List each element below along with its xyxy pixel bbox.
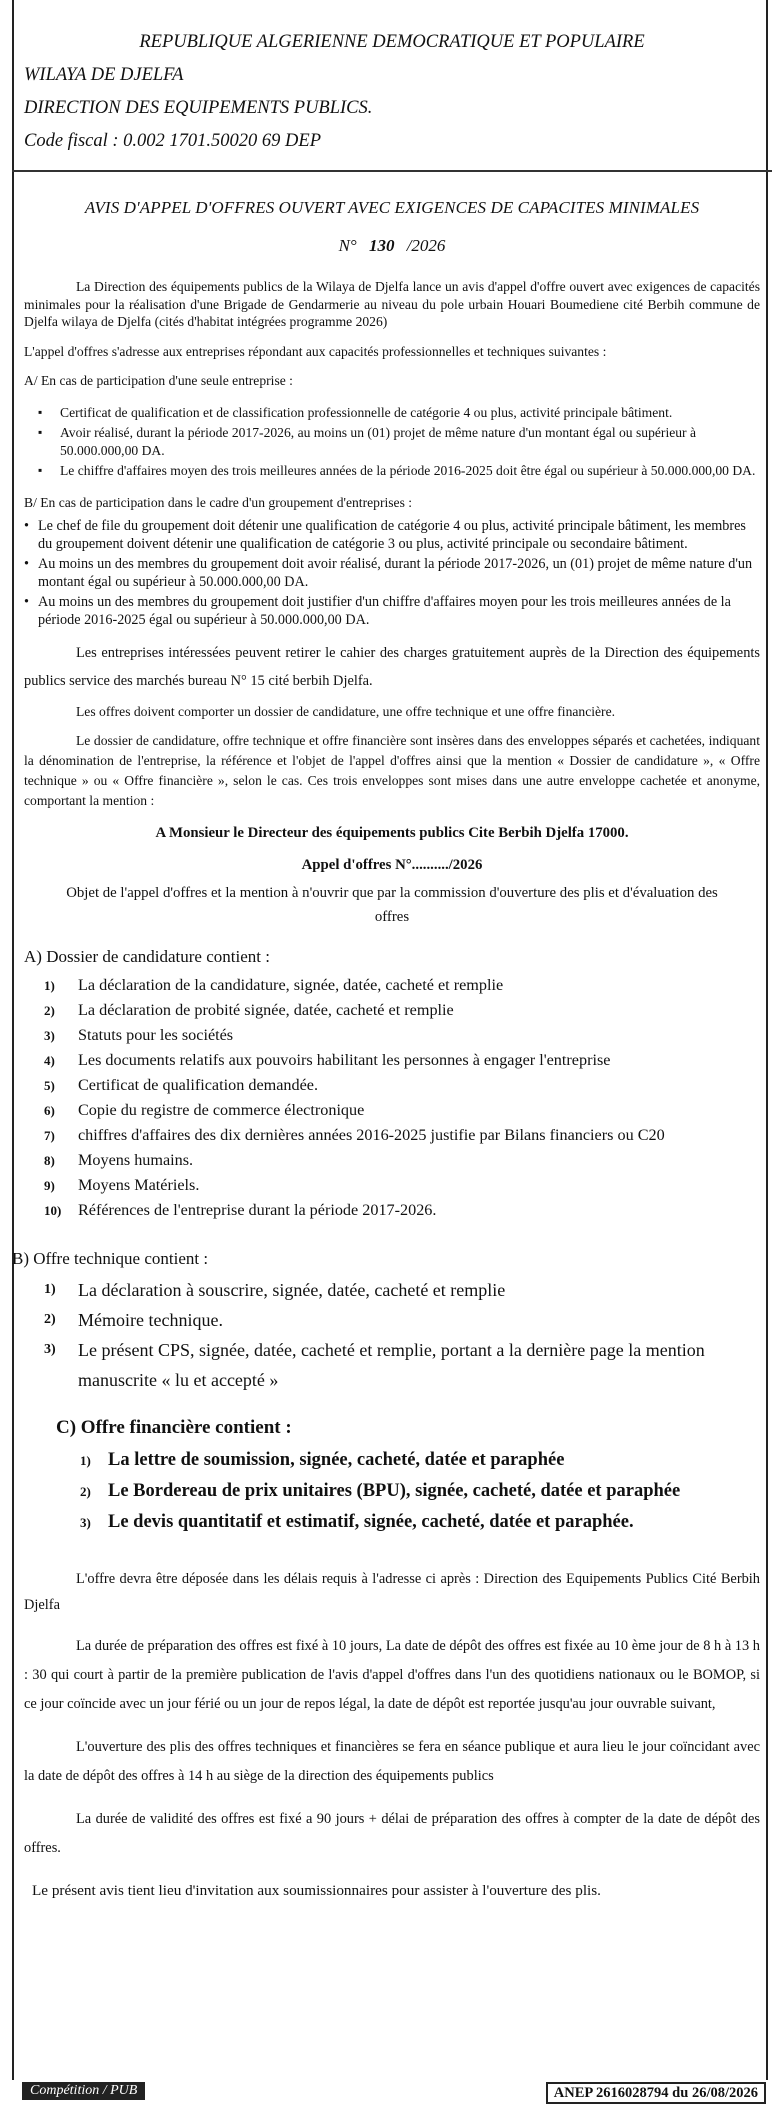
number-suffix: /2026 xyxy=(406,236,446,255)
objet-mention: Objet de l'appel d'offres et la mention à n'ouvrir que par la commission d'ouverture des plis et d'évaluation des offres xyxy=(66,884,718,925)
validite-paragraph: La durée de validité des offres est fixé a 90 jours + délai de préparation des offres à compter de la date de dépôt des offres. xyxy=(24,1810,760,1856)
offres-paragraph: Les offres doivent comporter un dossier de candidature, une offre technique et une offre financière. xyxy=(76,704,616,719)
footer-bar xyxy=(12,2080,768,2102)
list-item: 2) Le Bordereau de prix unitaires (BPU), signée, cacheté, datée et paraphée xyxy=(80,1480,681,1501)
notice-title: AVIS D'APPEL D'OFFRES OUVERT AVEC EXIGENCES DE CAPACITES MINIMALES xyxy=(84,198,700,217)
anep-reference: ANEP 2616028794 du 26/08/2026 xyxy=(546,2082,766,2104)
list-item: • Au moins un des membres du groupement doit justifier d'un chiffre d'affaires moyen pour les trois meilleures années de la période 2016-2025 égal ou supérieur à 50.000.000,00 DA. xyxy=(38,593,760,629)
case-b-heading: B/ En cas de participation dans le cadre d'un groupement d'entreprises : xyxy=(24,494,413,510)
list-item: 1) La déclaration à souscrire, signée, datée, cacheté et remplie xyxy=(44,1279,506,1300)
invitation-paragraph: Le présent avis tient lieu d'invitation aux soumissionnaires pour assister à l'ouverture des plis. xyxy=(32,1881,601,1899)
list-item: 2) La déclaration de probité signée, datée, cacheté et remplie xyxy=(44,1000,454,1019)
list-item: ▪ Avoir réalisé, durant la période 2017-2026, au moins un (01) projet de même nature d'un montant égal ou supérieur à 50.000.000,00 DA. xyxy=(60,424,760,459)
list-item: 8) Moyens humains. xyxy=(44,1150,194,1169)
ouverture-paragraph: L'ouverture des plis des offres techniques et financières se fera en séance publique et aura lieu le jour coïncidant avec la date de dépôt des offres à 14 h au siège de la direction des équipements publics xyxy=(24,1738,760,1784)
list-item: 7) chiffres d'affaires des dix dernières années 2016-2025 justifie par Bilans financiers ou C20 xyxy=(44,1125,665,1144)
republic-heading: REPUBLIQUE ALGERIENNE DEMOCRATIQUE ET POPULAIRE xyxy=(139,32,645,52)
section-b-list xyxy=(24,1275,760,1395)
list-item: 3) Statuts pour les sociétés xyxy=(44,1025,234,1044)
enveloppes-paragraph: Le dossier de candidature, offre technique et offre financière sont insères dans des enveloppes séparés et cachetées, indiquant la dénomination de l'entreprise, la référence et l'objet de l'appel d'offres ainsi que la mention « Dossier de candidature », « Offre technique » ou « Offre financière », selon le cas. Ces trois enveloppes sont mises dans une autre enveloppe cachetée et anonyme, comportant la mention : xyxy=(24,732,760,808)
section-c-list xyxy=(24,1445,760,1538)
case-b-list xyxy=(24,517,760,629)
number-value: 130 xyxy=(368,236,395,255)
list-item: 1) La lettre de soumission, signée, cacheté, datée et paraphée xyxy=(80,1449,565,1470)
code-fiscal: Code fiscal : 0.002 1701.50020 69 DEP xyxy=(24,131,322,151)
case-a-list xyxy=(24,404,760,480)
list-item: ▪ Certificat de qualification et de classification professionnelle de catégorie 4 ou plus, activité principale bâtiment. xyxy=(60,404,760,422)
list-item: 9) Moyens Matériels. xyxy=(44,1175,200,1194)
list-item: 2) Mémoire technique. xyxy=(44,1309,223,1330)
list-item: 4) Les documents relatifs aux pouvoirs habilitant les personnes à engager l'entreprise xyxy=(44,1050,611,1069)
section-c-heading: C) Offre financière contient : xyxy=(56,1416,292,1438)
notice-number xyxy=(24,236,760,256)
list-item: ▪ Le chiffre d'affaires moyen des trois meilleures années de la période 2016-2025 doit être égal ou supérieur à 50.000.000,00 DA. xyxy=(60,462,760,480)
section-b-heading: B) Offre technique contient : xyxy=(12,1248,209,1268)
number-prefix: N° xyxy=(338,236,357,255)
intro-paragraph: La Direction des équipements publics de la Wilaya de Djelfa lance un avis d'appel d'offre ouvert avec exigences de capacités minimales pour la réalisation d'une Brigade de Gendarmerie au niveau du pole urbain Houari Boumediene cité Berbih commune de Djelfa wilaya de Djelfa (cités d'habitat intégrées programme 2026) xyxy=(24,279,760,329)
notice-body xyxy=(12,26,760,1903)
direction-heading: DIRECTION DES EQUIPEMENTS PUBLICS. xyxy=(24,98,373,118)
list-item: 6) Copie du registre de commerce électronique xyxy=(44,1100,365,1119)
list-item: 5) Certificat de qualification demandée. xyxy=(44,1075,319,1094)
list-item: • Au moins un des membres du groupement doit avoir réalisé, durant la période 2017-2026, un (01) projet de même nature d'un montant égal ou supérieur à 50.000.000,00 DA. xyxy=(38,555,760,591)
case-a-heading: A/ En cas de participation d'une seule entreprise : xyxy=(24,373,293,388)
retrait-paragraph: Les entreprises intéressées peuvent retirer le cahier des charges gratuitement auprès de la Direction des équipements publics service des marchés bureau N° 15 cité berbih Djelfa. xyxy=(24,645,760,689)
appel-mention: Appel d'offres N°........../2026 xyxy=(301,856,483,873)
duree-paragraph: La durée de préparation des offres est fixé à 10 jours, La date de dépôt des offres est fixée au 10 ème jour de 8 h à 13 h : 30 qui court à partir de la première publication de l'avis d'appel d'offres dans l'un des quotidiens nationaux ou le BOMOP, si ce jour coïncide avec un jour férié ou un jour de repos légal, la date de dépôt est reportée jusqu'au jour ouvrable suivant, xyxy=(24,1637,760,1712)
list-item: 3) Le présent CPS, signée, datée, cacheté et remplie, portant a la dernière page la mention manuscrite « lu et accepté » xyxy=(44,1339,705,1390)
competition-tag: Compétition / PUB xyxy=(22,2082,145,2100)
wilaya-heading: WILAYA DE DJELFA xyxy=(24,65,184,85)
section-a-heading: A) Dossier de candidature contient : xyxy=(24,946,270,966)
list-item: 10) Références de l'entreprise durant la période 2017-2026. xyxy=(44,1200,437,1219)
list-item: 3) Le devis quantitatif et estimatif, signée, cacheté, datée et paraphée. xyxy=(80,1511,634,1532)
depot-paragraph: L'offre devra être déposée dans les délais requis à l'adresse ci après : Direction des Equipements Publics Cité Berbih Djelfa xyxy=(24,1570,760,1613)
audience-paragraph: L'appel d'offres s'adresse aux entreprises répondant aux capacités professionnelles et techniques suivantes : xyxy=(24,343,607,359)
header-divider xyxy=(12,170,772,172)
list-item: 1) La déclaration de la candidature, signée, datée, cacheté et remplie xyxy=(44,975,504,994)
section-a-list xyxy=(24,973,760,1223)
list-item: • Le chef de file du groupement doit détenir une qualification de catégorie 4 ou plus, activité principale bâtiment, les membres du groupement doivent détenir une qualification de catégorie 3 ou plus, activité principale ou secondaire bâtiment. xyxy=(38,517,760,553)
adresse-mention: A Monsieur le Directeur des équipements publics Cite Berbih Djelfa 17000. xyxy=(155,824,629,841)
